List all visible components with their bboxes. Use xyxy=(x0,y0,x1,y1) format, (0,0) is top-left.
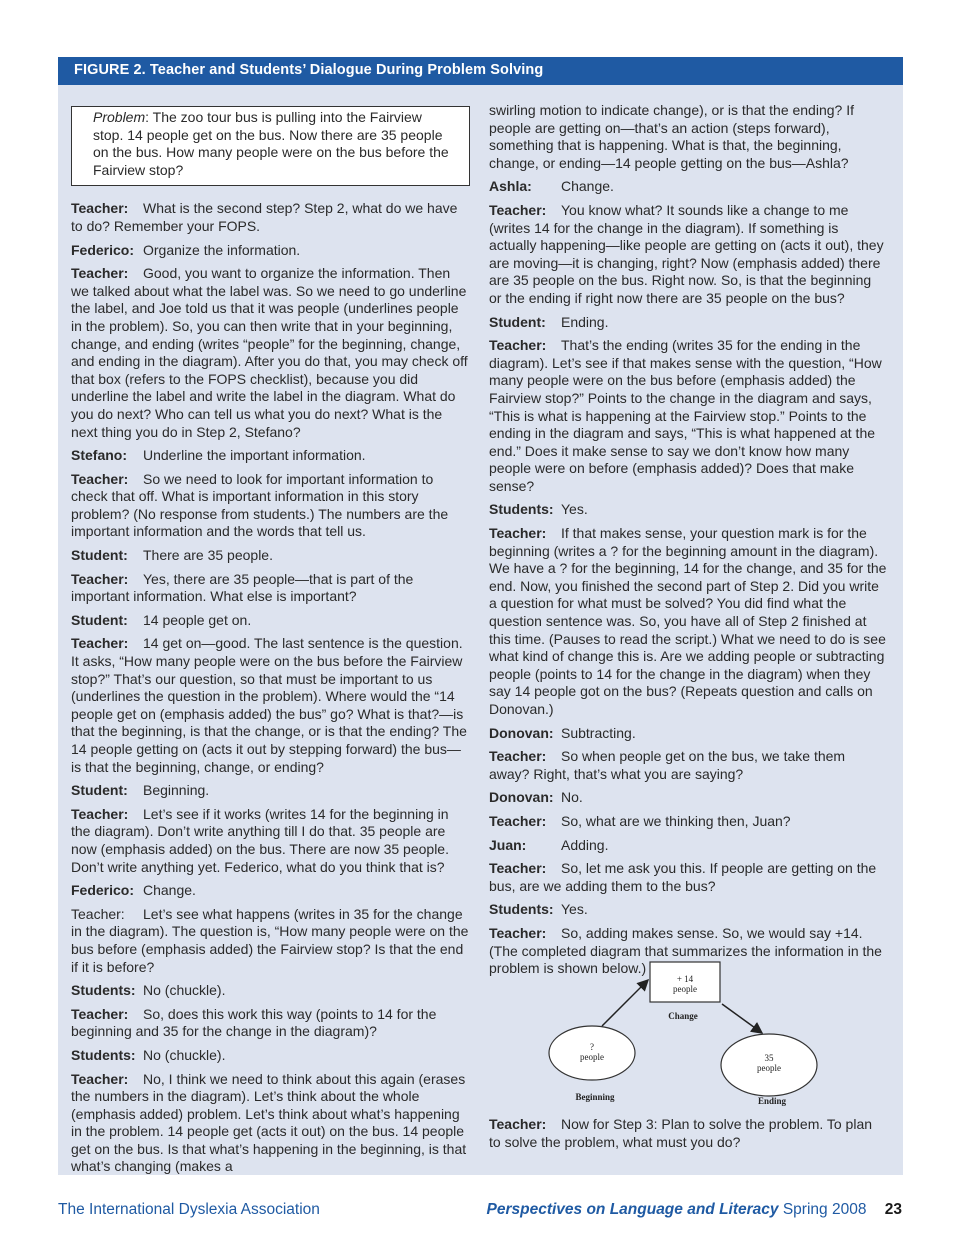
dialogue-turn xyxy=(489,860,887,895)
utterance: No, I think we need to think about this again (erases the numbers in the diagram). Let’s think about the whole (emphasis added) problem. Let’s think about what’s happening in the problem. 14 people get (acts it out) on the bus. 14 people get on the bus. Is that what’s happening in the beginning, is that what’s changing (makes a xyxy=(71,1070,467,1175)
ending-unit: people xyxy=(757,1063,781,1073)
dialogue-turn xyxy=(489,314,887,332)
dialogue-turn xyxy=(489,202,887,308)
utterance: Organize the information. xyxy=(143,241,301,258)
utterance: So, does this work this way (points to 14 for the beginning and 35 for the change in the diagram)? xyxy=(71,1005,437,1040)
problem-text: : The zoo tour bus is pulling into the Fairview stop. 14 people get on the bus. Now there are 35 people on the bus. How many people were on the bus before the Fairview stop? xyxy=(93,109,449,178)
speaker: Ashla: xyxy=(489,178,532,195)
dialogue-turn xyxy=(71,1006,470,1041)
speaker: Teacher: xyxy=(71,1070,129,1087)
dialogue-turn xyxy=(71,265,470,441)
speaker: Teacher: xyxy=(489,748,547,765)
utterance: Yes. xyxy=(561,901,588,918)
dialogue-turn xyxy=(489,501,887,519)
utterance: Change. xyxy=(561,178,614,195)
beginning-label: Beginning xyxy=(575,1092,615,1102)
utterance: No (chuckle). xyxy=(143,1046,226,1063)
dialogue-turn xyxy=(489,837,887,855)
utterance: Ending. xyxy=(561,313,609,330)
utterance: Underline the important information. xyxy=(143,447,366,464)
beginning-value: ? xyxy=(590,1042,594,1052)
speaker: Students: xyxy=(489,901,554,918)
speaker: Federico: xyxy=(71,882,135,899)
footer-org: The International Dyslexia Association xyxy=(58,1201,320,1218)
left-dialogue xyxy=(71,200,470,1176)
utterance: Subtracting. xyxy=(561,724,636,741)
left-column xyxy=(71,110,470,1182)
dialogue-turn xyxy=(71,806,470,876)
speaker: Teacher: xyxy=(71,1005,129,1022)
speaker: Stefano: xyxy=(71,447,127,464)
dialogue-turn xyxy=(489,789,887,807)
figure-title: FIGURE 2. Teacher and Students’ Dialogue During Problem Solving xyxy=(74,62,544,78)
speaker: Student: xyxy=(71,782,128,799)
right-column xyxy=(489,102,887,984)
speaker: Students: xyxy=(71,1046,136,1063)
utterance: No. xyxy=(561,789,583,806)
dialogue-turn xyxy=(71,200,470,235)
utterance: 14 get on—good. The last sentence is the question. It asks, “How many people were on the bus before the Fairview stop?” That’s our question, so that must be important to us (underlines the question in the problem). Where would the “14 people get on (emphasis added) the bus” go? What is that?—is that the beginning, is that the change, or is that the ending? The 14 people getting on (acts it out by stepping forward) the bus—is that the beginning, change, or ending? xyxy=(71,635,467,775)
speaker: Teacher: xyxy=(71,805,129,822)
speaker: Teacher: xyxy=(489,860,547,877)
dialogue-turn xyxy=(71,547,470,565)
right-dialogue xyxy=(489,178,887,977)
speaker: Teacher: xyxy=(71,265,129,282)
dialogue-turn xyxy=(489,337,887,495)
speaker: Teacher: xyxy=(71,570,129,587)
page-number: 23 xyxy=(884,1201,902,1218)
speaker: Teacher: xyxy=(71,635,129,652)
speaker: Federico: xyxy=(71,241,135,258)
problem-label: Problem xyxy=(93,109,146,125)
dialogue-turn xyxy=(71,1047,470,1065)
beginning-unit: people xyxy=(580,1052,604,1062)
utterance: 14 people get on. xyxy=(143,611,252,628)
dialogue-turn xyxy=(71,982,470,1000)
utterance: Beginning. xyxy=(143,782,210,799)
utterance: That’s the ending (writes 35 for the ending in the diagram). Let’s see if that makes sense with the question, “How many people were on the bus before (emphasis added) the Fairview stop?” Points to the change in the diagram and says, “This is what is happening at the Fairview stop.” Points to the ending in the diagram and says, “This is what happened at the end.” Does it make sense to say we don’t know how many people were on before (emphasis added)? Does that make sense? xyxy=(489,337,882,494)
dialogue-turn xyxy=(71,471,470,541)
utterance: So when people get on the bus, we take them away? Right, that’s what you are saying? xyxy=(489,748,846,782)
dialogue-turn xyxy=(71,447,470,465)
change-value: + 14 xyxy=(676,974,694,984)
speaker: Teacher: xyxy=(489,924,547,941)
speaker: Student: xyxy=(489,313,546,330)
utterance: So we need to look for important information to check that off. What is important information in this story problem? (No response from students.) The numbers are the important information and the words that tell us. xyxy=(71,470,449,540)
speaker: Students: xyxy=(71,982,136,999)
arrow-begin-to-change xyxy=(602,980,648,1026)
footer-issue: Spring 2008 xyxy=(782,1201,867,1218)
speaker: Donovan: xyxy=(489,789,554,806)
utterance: So, what are we thinking then, Juan? xyxy=(561,812,791,829)
speaker: Teacher: xyxy=(489,337,547,354)
dialogue-turn xyxy=(489,178,887,196)
arrow-change-to-end xyxy=(722,1004,762,1033)
ending-label: Ending xyxy=(757,1096,787,1106)
utterance: So, let me ask you this. If people are getting on the bus, are we adding them to the bus? xyxy=(489,860,877,894)
dialogue-turn xyxy=(71,612,470,630)
dialogue-turn xyxy=(71,242,470,260)
utterance: What is the second step? Step 2, what do we have to do? Remember your FOPS. xyxy=(71,200,458,234)
final-turn xyxy=(489,1116,887,1157)
speaker: Teacher: xyxy=(489,812,547,829)
utterance: So, adding makes sense. So, we would say +14. (The completed diagram that summarizes the information in the problem is shown below.) xyxy=(489,924,882,977)
utterance: There are 35 people. xyxy=(143,547,273,564)
utterance: Now for Step 3: Plan to solve the problem. To plan to solve the problem, what must you do? xyxy=(489,1116,873,1150)
utterance: You know what? It sounds like a change to me (writes 14 for the change in the diagram). If something is actually happening—like people are getting on (acts it out), they are moving—it is changing, right? Now (emphasis added) there are 35 people on the bus. Right now. So, is that the beginning or the ending if right now there are 35 people on the bus? xyxy=(489,201,884,306)
speaker: Student: xyxy=(71,611,128,628)
utterance: No (chuckle). xyxy=(143,982,226,999)
utterance: Yes, there are 35 people—that is part of the important information. What else is important? xyxy=(71,570,414,605)
dialogue-turn xyxy=(71,635,470,776)
dialogue-turn xyxy=(489,813,887,831)
speaker: Teacher: xyxy=(71,200,129,217)
footer-journal: Perspectives on Language and Literacy xyxy=(486,1201,779,1218)
right-lead: swirling motion to indicate change), or is that the ending? If people are getting on—that’s an action (steps forward), something that is happening. What is that, the beginning, change, or ending—14 people getting on the bus—Ashla? xyxy=(489,102,854,171)
speaker: Teacher: xyxy=(489,1116,547,1132)
dialogue-turn xyxy=(71,571,470,606)
dialogue-turn xyxy=(71,1071,470,1177)
change-unit: people xyxy=(673,984,697,994)
speaker: Teacher: xyxy=(489,201,547,218)
dialogue-turn xyxy=(489,901,887,919)
dialogue-turn xyxy=(71,782,470,800)
change-diagram xyxy=(540,958,820,1108)
footer-citation xyxy=(487,1201,903,1219)
utterance: Let’s see what happens (writes in 35 for the change in the diagram). The question is, “How many people were on the bus before (emphasis added) the Fairview stop? Is that the end if it is before? xyxy=(71,905,469,975)
utterance: If that makes sense, your question mark is for the beginning (writes a ? for the beginning amount in the diagram). We have a ? for the beginning, 14 for the change, and 35 for the end. Now, you finished the second part of Step 2. Did you write a question for what must be solved? You did find what the question sentence was. So, you have all of Step 2 finished at this time. (Pauses to read the script.) What we need to do is see what kind of change this is. Are we adding people or subtracting people (points to 14 for the change in the diagram) when they say 14 people got on the bus? (Repeats question and calls on Donovan.) xyxy=(489,525,887,717)
utterance: Yes. xyxy=(561,501,588,518)
dialogue-turn xyxy=(489,748,887,783)
change-label: Change xyxy=(668,1011,698,1021)
utterance: Change. xyxy=(143,882,196,899)
utterance: Good, you want to organize the information. Then we talked about what the label was. So we need to go underline the label, and Joe told us that it was people (underlines people in the problem). So, you can then write that in your beginning, change, and ending (writes “people” for the beginning, change, and ending in the diagram). After you do that, you may check off that box (refers to the FOPS checklist), because you did underline the label and write the label in the diagram. What do you do next? Who can tell us what you do next? What is the next thing you do in Step 2, Stefano? xyxy=(71,265,468,440)
speaker: Teacher: xyxy=(71,470,129,487)
speaker: Student: xyxy=(71,547,128,564)
figure-header xyxy=(58,57,903,85)
dialogue-turn xyxy=(71,882,470,900)
dialogue-turn xyxy=(489,525,887,719)
speaker: Teacher: xyxy=(489,525,547,542)
dialogue-turn xyxy=(489,725,887,743)
problem-box xyxy=(71,106,470,186)
ending-value: 35 xyxy=(764,1053,774,1063)
utterance: Adding. xyxy=(561,836,609,853)
utterance: Let’s see if it works (writes 14 for the beginning in the diagram). Don’t write anything till I do that. 35 people are now (emphasis added) on the bus. There are now 35 people. Don’t write anything yet. Federico, what do you think that is? xyxy=(71,805,449,875)
dialogue-turn xyxy=(71,906,470,976)
speaker: Teacher: xyxy=(71,905,125,922)
speaker: Juan: xyxy=(489,836,527,853)
speaker: Students: xyxy=(489,501,554,518)
speaker: Donovan: xyxy=(489,724,554,741)
